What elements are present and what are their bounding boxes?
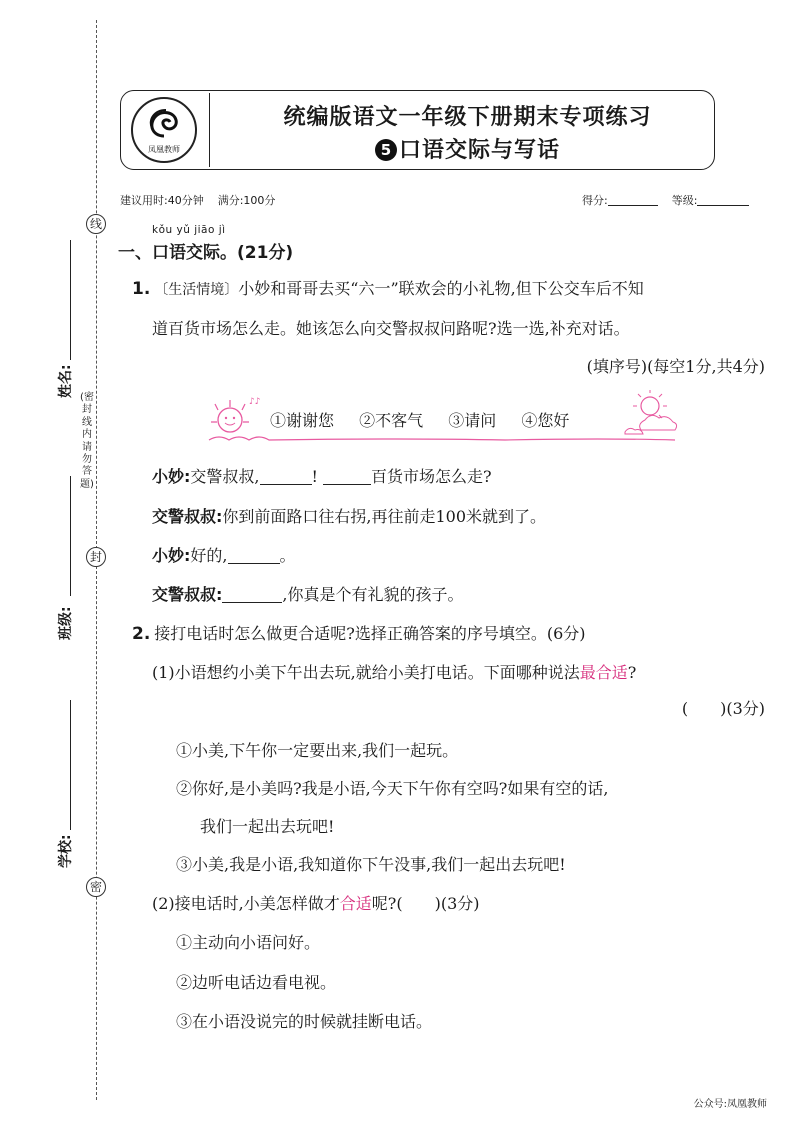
class-fill-line[interactable] <box>70 476 71 596</box>
swirl-icon <box>144 106 184 142</box>
dialogue-text: 交警叔叔, <box>190 467 260 486</box>
page-subtitle <box>221 133 714 164</box>
q2-sub2-prompt <box>152 891 480 914</box>
q2-sub2-option-3: ③在小语没说完的时候就挂断电话。 <box>176 1012 433 1031</box>
score-blank[interactable] <box>608 205 658 206</box>
page-title: 统编版语文一年级下册期末专项练习 <box>283 105 652 130</box>
grade-label: 等级: <box>671 194 698 207</box>
prompt-text: ? <box>627 663 637 682</box>
school-label: 学校: <box>58 834 74 868</box>
school-fill-line[interactable] <box>70 700 71 830</box>
seal-char-middle: 封 <box>86 547 106 567</box>
q2-sub2-option-1: ①主动向小语问好。 <box>176 933 321 952</box>
publisher-logo <box>131 97 197 163</box>
score-label: 得分: <box>582 194 608 207</box>
prompt-text[interactable]: 呢?( )(3分) <box>371 894 480 913</box>
q2-line <box>132 621 586 644</box>
q2-sub1-option-2-cont: 我们一起出去玩吧! <box>200 817 335 836</box>
q2-sub1-answer[interactable]: ( )(3分) <box>681 699 765 718</box>
highlight-text: 合适 <box>339 894 372 913</box>
q1-text-2: 道百货市场怎么走。她该怎么向交警叔叔问路呢?选一选,补充对话。 <box>152 319 630 338</box>
footer-credit: 公众号:凤凰教师 <box>693 1099 767 1110</box>
options-list <box>270 408 589 431</box>
option-4: ④您好 <box>521 411 570 430</box>
q2-sub1-option-1: ①小美,下午你一定要出来,我们一起玩。 <box>176 741 459 760</box>
q1-tag: 〔生活情境〕 <box>154 282 239 298</box>
score-info <box>582 192 749 208</box>
unit-number-badge: 5 <box>375 139 397 161</box>
highlight-text: 最合适 <box>579 663 628 682</box>
section-pinyin: kǒu yǔ jiāo jì <box>152 224 226 236</box>
answer-blank-1[interactable] <box>260 469 312 485</box>
dialogue-text: 。 <box>279 546 296 565</box>
q2-sub2-option-2: ②边听电话边看电视。 <box>176 973 337 992</box>
q2-sub1-prompt <box>152 660 636 683</box>
logo-text: 凤凰教师 <box>148 144 180 154</box>
q1-line1 <box>132 276 644 299</box>
svg-text:♪♪: ♪♪ <box>249 397 261 407</box>
dialogue-line-4 <box>152 582 464 605</box>
q1-number: 1. <box>132 279 151 299</box>
speaker-xiaomiao: 小妙: <box>152 467 191 486</box>
full-score: 满分:100分 <box>217 194 276 207</box>
answer-blank-3[interactable] <box>228 548 280 564</box>
speaker-police: 交警叔叔: <box>152 585 223 604</box>
speaker-xiaomiao: 小妙: <box>152 546 191 565</box>
q2-sub1-option-3: ③小美,我是小语,我知道你下午没事,我们一起出去玩吧! <box>176 855 566 874</box>
time-info <box>120 192 275 208</box>
dialogue-line-2 <box>152 504 546 527</box>
q2-number: 2. <box>132 624 151 644</box>
q2-text: 接打电话时怎么做更合适呢?选择正确答案的序号填空。(6分) <box>154 624 586 643</box>
class-label: 班级: <box>58 606 74 640</box>
option-1: ①谢谢您 <box>270 411 335 430</box>
prompt-text: (2)接电话时,小美怎样做才 <box>152 894 340 913</box>
dialogue-text: ,你真是个有礼貌的孩子。 <box>282 585 464 604</box>
dialogue-text: 百货市场怎么走? <box>371 467 492 486</box>
dialogue-text: ! <box>311 467 318 486</box>
seal-note: (密封线内请勿答题) <box>80 392 94 490</box>
q1-instruction: (填序号)(每空1分,共4分) <box>586 357 765 376</box>
subtitle-text: 口语交际与写话 <box>398 138 560 163</box>
answer-blank-2[interactable] <box>323 469 371 485</box>
option-3: ③请问 <box>448 411 497 430</box>
name-label: 姓名: <box>58 364 74 398</box>
header-divider <box>209 93 210 167</box>
suggested-time: 建议用时:40分钟 <box>120 194 204 207</box>
dialogue-text: 你到前面路口往右拐,再往前走100米就到了。 <box>222 507 547 526</box>
q1-text-1: 小妙和哥哥去买“六一”联欢会的小礼物,但下公交车后不知 <box>238 279 644 298</box>
q2-sub1-option-2: ②你好,是小美吗?我是小语,今天下午你有空吗?如果有空的话, <box>176 779 609 798</box>
seal-char-top: 线 <box>86 214 106 234</box>
dialogue-line-3 <box>152 543 296 566</box>
section-title: 一、口语交际。(21分) <box>118 243 294 263</box>
header-box <box>120 90 715 170</box>
dialogue-text: 好的, <box>190 546 228 565</box>
option-2: ②不客气 <box>359 411 424 430</box>
prompt-text: (1)小语想约小美下午出去玩,就给小美打电话。下面哪种说法 <box>152 663 580 682</box>
dialogue-line-1 <box>152 464 492 487</box>
grade-blank[interactable] <box>697 205 749 206</box>
name-fill-line[interactable] <box>70 240 71 360</box>
answer-blank-4[interactable] <box>222 587 282 603</box>
speaker-police: 交警叔叔: <box>152 507 223 526</box>
seal-char-bottom: 密 <box>86 877 106 897</box>
